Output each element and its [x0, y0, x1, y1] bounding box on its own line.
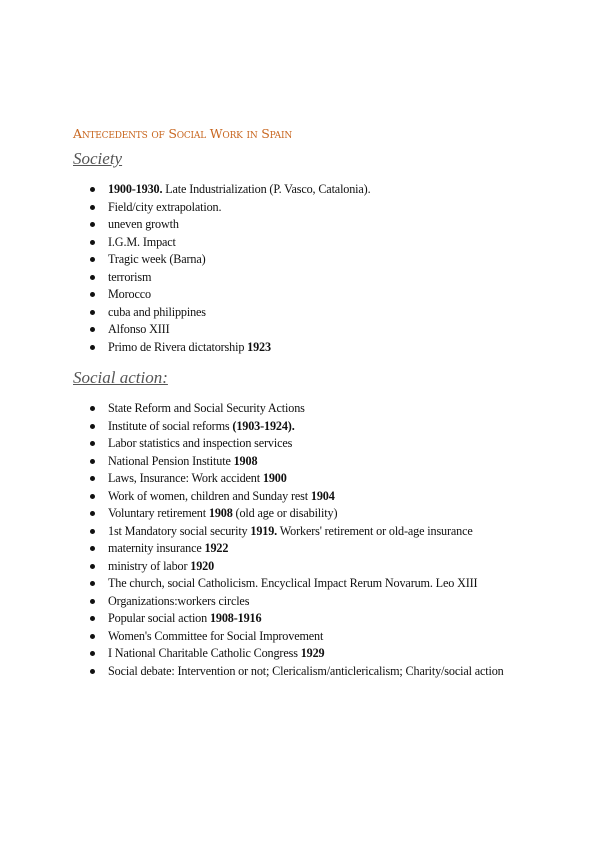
item-text: Morocco	[108, 287, 151, 301]
list-item	[90, 575, 530, 593]
bullet-dot-icon	[90, 275, 95, 280]
item-text: Women's Committee for Social Improvement	[108, 628, 324, 643]
item-text: Work of women, children and Sunday rest	[108, 488, 311, 503]
bullet-dot-icon	[90, 327, 95, 332]
item-text: Tragic week (Barna)	[108, 252, 206, 266]
bullet-dot-icon	[90, 441, 95, 446]
bold-text: 1923	[247, 339, 271, 354]
list-item	[90, 453, 530, 471]
item-text: 1st Mandatory social security	[108, 523, 251, 538]
list-item	[90, 470, 530, 488]
bullet-dot-icon	[90, 669, 95, 674]
item-text: Organizations:workers circles	[108, 593, 250, 608]
bullet-dot-icon	[90, 529, 95, 534]
item-text: Popular social action	[108, 611, 210, 625]
item-text: ministry of labor	[108, 558, 191, 573]
list-item	[90, 593, 530, 611]
item-text: Laws, Insurance: Work accident	[108, 471, 263, 485]
section-heading-society: Society	[73, 149, 123, 168]
item-text: Field/city extrapolation.	[108, 199, 222, 214]
bold-text: 1904	[310, 488, 335, 503]
bullet-dot-icon	[90, 310, 95, 315]
bold-text: 1920	[190, 558, 215, 573]
list-item	[90, 523, 530, 541]
bold-text: 1900	[262, 471, 287, 485]
bold-text: 1908	[208, 506, 233, 520]
bullet-dot-icon	[90, 257, 95, 262]
bullet-dot-icon	[90, 424, 95, 429]
list-item	[90, 304, 530, 322]
list-item	[90, 286, 530, 304]
bullet-dot-icon	[90, 564, 95, 569]
item-text: I National Charitable Catholic Congress	[108, 646, 301, 660]
item-text: Labor statistics and inspection services	[108, 436, 293, 450]
bullet-dot-icon	[90, 187, 95, 192]
item-text: (old age or disability)	[232, 506, 338, 520]
bullet-dot-icon	[90, 240, 95, 245]
list-item	[90, 505, 530, 523]
list-item	[90, 321, 530, 339]
bullet-dot-icon	[90, 599, 95, 604]
bold-text: 1919.	[250, 523, 278, 538]
item-text: cuba and philippines	[108, 304, 206, 319]
document-title: Antecedents of Social Work in Spain	[73, 126, 292, 141]
bullet-dot-icon	[90, 476, 95, 481]
list-item	[90, 628, 530, 646]
item-text: Alfonso XIII	[108, 322, 170, 336]
list-item	[90, 418, 530, 436]
item-text: Social debate: Intervention or not; Clericalism/anticlericalism; Charity/social action	[108, 663, 504, 678]
bullet-dot-icon	[90, 292, 95, 297]
list-item	[90, 645, 530, 663]
section-heading-social-action: Social action:	[73, 368, 168, 387]
bullet-dot-icon	[90, 546, 95, 551]
list-item	[90, 216, 530, 234]
bullet-dot-icon	[90, 494, 95, 499]
list-item	[90, 610, 530, 628]
list-item	[90, 339, 530, 357]
bullet-dot-icon	[90, 222, 95, 227]
list-item	[90, 269, 530, 287]
bullet-dot-icon	[90, 406, 95, 411]
list-item	[90, 488, 530, 506]
list-item	[90, 663, 530, 681]
item-text: Primo de Rivera dictatorship	[108, 339, 248, 354]
bullet-dot-icon	[90, 581, 95, 586]
society-bullet-list	[90, 181, 530, 356]
item-text: National Pension Institute	[108, 453, 234, 468]
bold-text: 1922	[204, 541, 229, 555]
item-text: terrorism	[108, 269, 152, 284]
list-item	[90, 540, 530, 558]
bullet-dot-icon	[90, 511, 95, 516]
list-item	[90, 234, 530, 252]
item-text: Workers' retirement or old-age insurance	[277, 523, 473, 538]
item-text: Voluntary retirement	[108, 506, 209, 520]
bold-text: 1929	[300, 646, 325, 660]
list-item	[90, 251, 530, 269]
social-action-bullet-list	[90, 400, 530, 680]
bold-text: 1908	[233, 453, 258, 468]
bullet-dot-icon	[90, 634, 95, 639]
item-text: Late Industrialization (P. Vasco, Catalonia).	[162, 182, 371, 196]
bullet-dot-icon	[90, 205, 95, 210]
item-text: maternity insurance	[108, 541, 205, 555]
list-item	[90, 181, 530, 199]
item-text: uneven growth	[108, 217, 179, 231]
bold-text: 1900-1930.	[108, 182, 163, 196]
bold-text: (1903-1924).	[232, 418, 295, 433]
list-item	[90, 400, 530, 418]
list-item	[90, 435, 530, 453]
list-item	[90, 199, 530, 217]
item-text: State Reform and Social Security Actions	[108, 401, 305, 415]
bullet-dot-icon	[90, 651, 95, 656]
item-text: I.G.M. Impact	[108, 234, 176, 249]
bullet-dot-icon	[90, 345, 95, 350]
bold-text: 1908-1916	[209, 611, 262, 625]
bullet-dot-icon	[90, 616, 95, 621]
list-item	[90, 558, 530, 576]
item-text: The church, social Catholicism. Encyclical Impact Rerum Novarum. Leo XIII	[108, 576, 478, 590]
item-text: Institute of social reforms	[108, 418, 233, 433]
bullet-dot-icon	[90, 459, 95, 464]
